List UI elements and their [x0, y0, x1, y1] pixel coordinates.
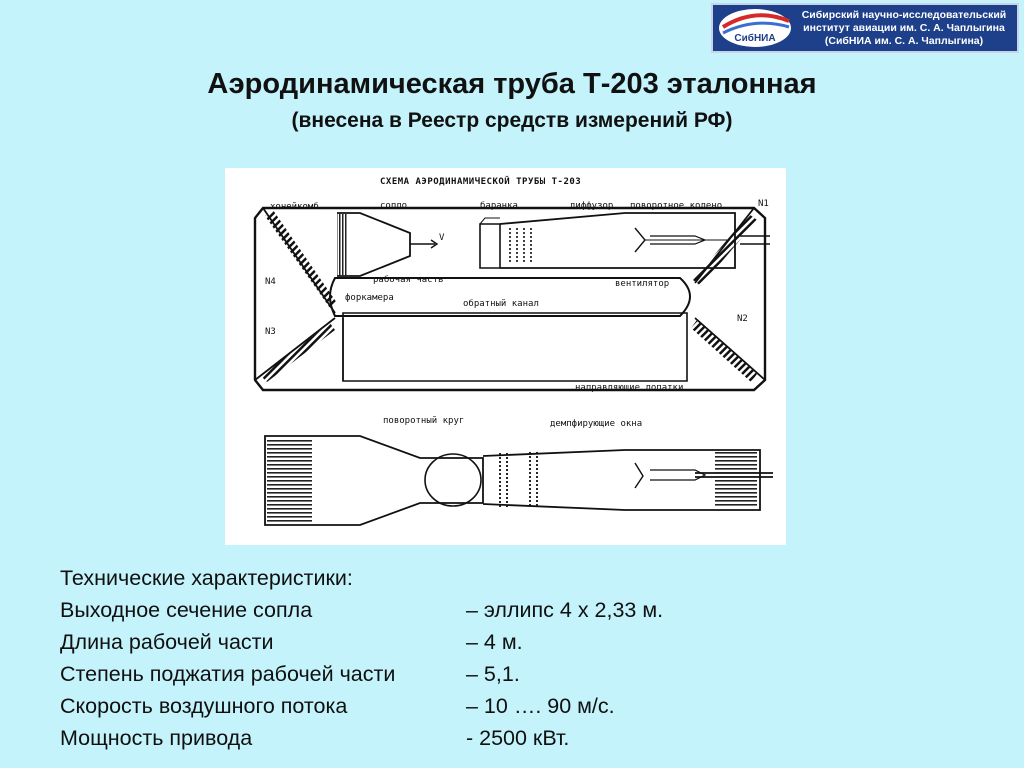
logo-line: институт авиации им. С. А. Чаплыгина — [803, 21, 1005, 34]
institute-logo — [711, 3, 1019, 53]
logo-caption — [795, 9, 1017, 48]
spec-value: – 4 м. — [466, 630, 523, 654]
diagram-heading: СХЕМА АЭРОДИНАМИЧЕСКОЙ ТРУБЫ Т-203 — [380, 177, 582, 187]
wind-tunnel-diagram — [225, 168, 786, 545]
spec-value: - 2500 кВт. — [466, 726, 570, 750]
spec-label: Скорость воздушного потока — [60, 694, 348, 718]
label-n3: N3 — [265, 327, 276, 337]
label-turntable: поворотный круг — [383, 416, 465, 426]
page-subtitle: (внесена в Реестр средств измерений РФ) — [291, 109, 733, 132]
spec-value: – 10 …. 90 м/с. — [466, 694, 615, 718]
spec-label: Длина рабочей части — [60, 630, 274, 654]
spec-value: – эллипс 4 х 2,33 м. — [466, 598, 664, 622]
label-test-section: рабочая часть — [373, 275, 444, 285]
label-nozzle: сопло — [380, 201, 408, 211]
spec-label: Степень поджатия рабочей части — [60, 662, 396, 686]
label-honeycomb: хонейкомб — [270, 202, 319, 212]
logo-line: (СибНИА им. С. А. Чаплыгина) — [824, 34, 984, 47]
label-fan: вентилятор — [615, 279, 670, 289]
logo-line: Сибирский научно-исследовательский — [801, 8, 1007, 21]
label-v: V — [439, 233, 445, 243]
label-n1: N1 — [758, 199, 769, 209]
page-title: Аэродинамическая труба Т-203 эталонная — [207, 68, 817, 100]
label-turn-bend: поворотное колено — [630, 201, 723, 211]
label-n4: N4 — [265, 277, 276, 287]
spec-value: – 5,1. — [466, 662, 520, 686]
technical-specs — [60, 562, 960, 754]
spec-label: Выходное сечение сопла — [60, 598, 313, 622]
spec-row — [60, 722, 960, 754]
spec-row — [60, 690, 960, 722]
label-return-channel: обратный канал — [463, 299, 539, 309]
label-diffuser: диффузор — [570, 201, 614, 211]
tunnel-side-view — [265, 436, 773, 525]
specs-heading: Технические характеристики: — [60, 566, 353, 590]
label-forechamber: форкамера — [345, 293, 394, 303]
spec-row — [60, 626, 960, 658]
spec-label: Мощность привода — [60, 726, 253, 750]
label-drum: баранка — [480, 201, 518, 211]
sibnia-emblem-icon — [715, 5, 795, 51]
logo-emblem-text: СибНИА — [734, 33, 776, 44]
spec-row — [60, 594, 960, 626]
spec-row — [60, 658, 960, 690]
label-n2: N2 — [737, 314, 748, 324]
label-guide-vanes: направляющие лопатки — [575, 383, 684, 393]
label-damping-windows: демпфирующие окна — [550, 419, 643, 429]
